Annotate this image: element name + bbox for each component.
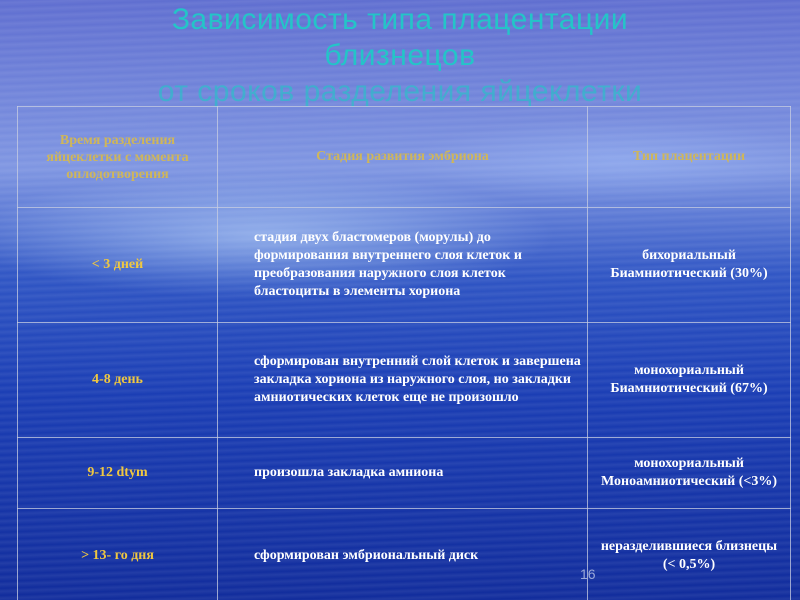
table-row — [18, 509, 791, 600]
header-type: Тип плацентации — [588, 107, 791, 208]
header-time: Время разделения яйцеклетки с момента оплодотворения — [18, 107, 218, 208]
title-line-3: от сроков разделения яйцеклетки — [157, 75, 643, 108]
title-line-2: близнецов — [324, 39, 476, 72]
title-line-1: Зависимость типа плацентации — [171, 3, 629, 36]
cell-stage: произошла закладка амниона — [218, 438, 588, 509]
cell-time: 4-8 день — [18, 323, 218, 438]
cell-stage: сформирован эмбриональный диск — [218, 509, 588, 600]
table-header-row — [18, 107, 791, 208]
cell-time: < 3 дней — [18, 208, 218, 323]
cell-time: 9-12 dtym — [18, 438, 218, 509]
header-stage: Стадия развития эмбриона — [218, 107, 588, 208]
page-number: 16 — [580, 566, 596, 582]
slide-title — [0, 2, 800, 110]
placentation-table — [17, 106, 791, 600]
cell-type: монохориальный Моноамниотический (<3%) — [588, 438, 791, 509]
cell-stage: стадия двух бластомеров (морулы) до формирования внутреннего слоя клеток и преобразования наружного слоя клеток бластоциты в элементы хориона — [218, 208, 588, 323]
cell-stage: сформирован внутренний слой клеток и завершена закладка хориона из наружного слоя, но закладки амниотических клеток еще не произошло — [218, 323, 588, 438]
table-row — [18, 323, 791, 438]
cell-time: > 13- го дня — [18, 509, 218, 600]
cell-type: неразделившиеся близнецы (< 0,5%) — [588, 509, 791, 600]
cell-type: монохориальный Биамниотический (67%) — [588, 323, 791, 438]
cell-type: бихориальный Биамниотический (30%) — [588, 208, 791, 323]
table-row — [18, 208, 791, 323]
table-row — [18, 438, 791, 509]
